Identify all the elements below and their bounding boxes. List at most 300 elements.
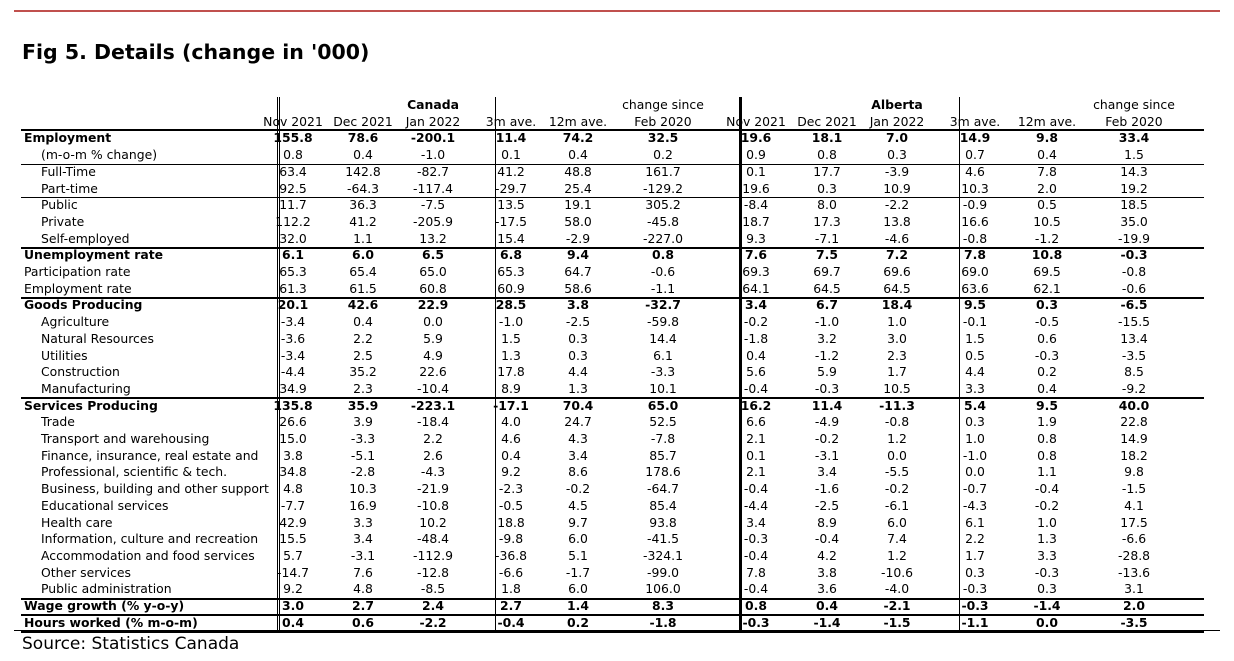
table-cell: 10.8 xyxy=(1031,247,1063,263)
table-cell: 2.7 xyxy=(500,598,522,613)
table-cell: -0.3 xyxy=(814,380,840,396)
table-row xyxy=(21,598,1204,615)
table-cell: 16.6 xyxy=(961,213,989,229)
table-cell: 8.9 xyxy=(817,514,837,530)
table-cell: 92.5 xyxy=(279,180,307,196)
table-cell: 69.5 xyxy=(1033,264,1061,279)
table-cell: -117.4 xyxy=(413,180,453,196)
table-cell: -0.3 xyxy=(961,598,989,613)
table-cell: 8.6 xyxy=(568,464,588,480)
table-cell: 9.5 xyxy=(1036,397,1058,413)
table-cell: 20.1 xyxy=(277,297,309,313)
table-cell: -4.0 xyxy=(884,581,910,597)
row-label: Natural Resources xyxy=(41,330,154,346)
table-cell: -0.4 xyxy=(743,481,769,497)
table-cell: 6.0 xyxy=(568,581,588,597)
table-cell: -3.9 xyxy=(884,163,910,179)
table-cell: 58.0 xyxy=(564,213,592,229)
table-cell: -1.8 xyxy=(649,614,677,630)
table-cell: 1.3 xyxy=(1037,531,1057,547)
table-cell: 1.0 xyxy=(887,314,907,330)
table-row xyxy=(21,364,1204,381)
table-cell: -64.7 xyxy=(646,481,680,497)
table-cell: 35.0 xyxy=(1120,213,1148,229)
table-cell: 69.3 xyxy=(742,264,770,279)
table-cell: 60.9 xyxy=(497,280,525,296)
table-cell: 14.9 xyxy=(1120,431,1148,446)
table-cell: 7.4 xyxy=(887,531,907,547)
table-cell: -3.3 xyxy=(650,364,676,380)
table-cell: 17.7 xyxy=(813,163,841,179)
group-label-canada: Canada xyxy=(407,97,459,112)
row-label: Self-employed xyxy=(41,230,130,246)
table-cell: 3.4 xyxy=(568,447,588,463)
table-row xyxy=(21,231,1204,248)
table-cell: 16.9 xyxy=(349,497,377,513)
table-cell: 1.2 xyxy=(887,431,907,446)
table-cell: 135.8 xyxy=(273,397,313,413)
table-cell: 6.5 xyxy=(422,247,444,263)
table-cell: -0.3 xyxy=(743,531,769,547)
table-row xyxy=(21,615,1204,632)
table-cell: 64.1 xyxy=(742,280,770,296)
table-cell: 5.4 xyxy=(964,397,986,413)
table-cell: -1.0 xyxy=(962,447,988,463)
table-row xyxy=(21,348,1204,365)
row-label: Employment xyxy=(24,130,112,146)
table-row xyxy=(21,498,1204,515)
table-cell: -8.4 xyxy=(743,197,769,213)
table-row xyxy=(21,414,1204,431)
table-cell: 65.0 xyxy=(647,397,679,413)
table-cell: 3.4 xyxy=(353,531,373,547)
table-cell: 13.2 xyxy=(419,230,447,246)
table-cell: 0.3 xyxy=(965,564,985,580)
row-label: Public xyxy=(41,197,78,213)
table-cell: -0.2 xyxy=(884,481,910,497)
table-cell: 35.2 xyxy=(349,364,377,380)
table-cell: 65.3 xyxy=(497,264,525,279)
row-label: Manufacturing xyxy=(41,380,131,396)
table-cell: 6.0 xyxy=(568,531,588,547)
table-row xyxy=(21,214,1204,231)
table-cell: -3.5 xyxy=(1120,614,1148,630)
table-cell: -1.0 xyxy=(498,314,524,330)
table-cell: -2.1 xyxy=(883,598,911,613)
table-cell: 0.4 xyxy=(1037,147,1057,163)
column-header: Dec 2021 xyxy=(333,113,393,129)
row-label: Health care xyxy=(41,514,113,530)
table-cell: 65.4 xyxy=(349,264,377,279)
table-cell: -4.4 xyxy=(280,364,306,380)
header-row-columns xyxy=(21,114,1204,131)
table-cell: 0.4 xyxy=(282,614,304,630)
change-since-label-canada: change since xyxy=(622,97,704,112)
table-cell: 85.4 xyxy=(649,497,677,513)
table-cell: 26.6 xyxy=(279,414,307,430)
table-cell: 2.2 xyxy=(353,330,373,346)
row-label: Goods Producing xyxy=(24,297,143,313)
table-cell: 7.8 xyxy=(1037,163,1057,179)
table-cell: -0.5 xyxy=(498,497,524,513)
table-cell: 17.3 xyxy=(813,213,841,229)
table-cell: -2.2 xyxy=(419,614,447,630)
table-cell: -48.4 xyxy=(416,531,450,547)
table-cell: -1.6 xyxy=(814,481,840,497)
table-cell: 63.4 xyxy=(279,163,307,179)
table-cell: -11.3 xyxy=(879,397,915,413)
table-cell: -41.5 xyxy=(646,531,680,547)
table-cell: 41.2 xyxy=(349,213,377,229)
table-cell: 1.4 xyxy=(567,598,589,613)
table-cell: -0.8 xyxy=(1121,264,1147,279)
table-cell: 14.4 xyxy=(649,330,677,346)
table-row xyxy=(21,581,1204,598)
table-cell: 1.7 xyxy=(965,547,985,563)
table-cell: 0.4 xyxy=(568,147,588,163)
row-label: Private xyxy=(41,213,85,229)
table-cell: 1.5 xyxy=(501,330,521,346)
table-cell: 155.8 xyxy=(273,130,313,146)
table-cell: 69.7 xyxy=(813,264,841,279)
table-cell: 3.4 xyxy=(817,464,837,480)
table-cell: -0.2 xyxy=(1034,497,1060,513)
table-cell: -4.3 xyxy=(962,497,988,513)
table-cell: -3.4 xyxy=(280,314,306,330)
table-cell: 3.3 xyxy=(353,514,373,530)
table-cell: -6.1 xyxy=(884,497,910,513)
table-cell: 9.7 xyxy=(568,514,588,530)
table-cell: 1.5 xyxy=(965,330,985,346)
table-cell: -3.1 xyxy=(350,547,376,563)
table-cell: -0.4 xyxy=(743,380,769,396)
row-label: Participation rate xyxy=(24,264,131,279)
table-cell: 0.2 xyxy=(567,614,589,630)
table-cell: -1.2 xyxy=(1034,230,1060,246)
row-label: Trade xyxy=(41,414,75,430)
column-header: 3m ave. xyxy=(949,113,1001,129)
column-header: 3m ave. xyxy=(485,113,537,129)
table-cell: -0.3 xyxy=(1120,247,1148,263)
table-cell: -8.5 xyxy=(420,581,446,597)
table-cell: 178.6 xyxy=(645,464,681,480)
table-cell: 6.1 xyxy=(653,347,673,363)
table-cell: -7.7 xyxy=(280,497,306,513)
table-cell: -1.4 xyxy=(813,614,841,630)
table-cell: 13.4 xyxy=(1120,330,1148,346)
table-cell: 10.5 xyxy=(883,380,911,396)
table-cell: 1.5 xyxy=(1124,147,1144,163)
table-cell: -18.4 xyxy=(416,414,450,430)
table-cell: -6.6 xyxy=(498,564,524,580)
table-cell: 32.0 xyxy=(279,230,307,246)
table-cell: 18.5 xyxy=(1120,197,1148,213)
table-cell: -99.0 xyxy=(646,564,680,580)
table-cell: 74.2 xyxy=(562,130,594,146)
table-row xyxy=(21,548,1204,565)
table-cell: 0.1 xyxy=(501,147,521,163)
table-cell: 2.3 xyxy=(353,380,373,396)
table-cell: -4.6 xyxy=(884,230,910,246)
table-cell: -0.2 xyxy=(743,314,769,330)
table-cell: -9.2 xyxy=(1121,380,1147,396)
table-cell: 5.6 xyxy=(746,364,766,380)
group-label-alberta: Alberta xyxy=(871,97,923,112)
column-header: Feb 2020 xyxy=(634,113,692,129)
table-cell: -59.8 xyxy=(646,314,680,330)
column-header: 12m ave. xyxy=(1017,113,1077,129)
table-cell: 4.3 xyxy=(568,431,588,446)
table-row xyxy=(21,147,1204,164)
table-cell: 0.8 xyxy=(1037,431,1057,446)
table-cell: 69.0 xyxy=(961,264,989,279)
table-cell: 19.6 xyxy=(740,130,772,146)
row-label: Construction xyxy=(41,364,120,380)
table-cell: 18.4 xyxy=(881,297,913,313)
table-row xyxy=(21,247,1204,264)
table-cell: 85.7 xyxy=(649,447,677,463)
row-separator-thin xyxy=(21,164,1204,165)
table-cell: 19.6 xyxy=(742,180,770,196)
table-cell: 8.5 xyxy=(1124,364,1144,380)
table-cell: 2.7 xyxy=(352,598,374,613)
table-cell: 0.5 xyxy=(965,347,985,363)
table-cell: 0.6 xyxy=(352,614,374,630)
table-cell: 15.5 xyxy=(279,531,307,547)
table-cell: -0.4 xyxy=(743,581,769,597)
table-cell: -3.6 xyxy=(280,330,306,346)
table-cell: 0.3 xyxy=(887,147,907,163)
table-cell: 2.2 xyxy=(423,431,443,446)
table-cell: 34.9 xyxy=(279,380,307,396)
table-cell: 4.2 xyxy=(817,547,837,563)
table-cell: -29.7 xyxy=(494,180,528,196)
table-cell: 17.5 xyxy=(1120,514,1148,530)
table-row xyxy=(21,381,1204,398)
table-cell: 6.1 xyxy=(282,247,304,263)
table-cell: -3.5 xyxy=(1121,347,1147,363)
table-cell: 10.3 xyxy=(349,481,377,497)
table-row xyxy=(21,197,1204,214)
table-cell: 0.1 xyxy=(746,163,766,179)
column-header: Dec 2021 xyxy=(797,113,857,129)
row-label: Transport and warehousing xyxy=(41,431,210,446)
table-cell: -4.9 xyxy=(814,414,840,430)
table-cell: 18.7 xyxy=(742,213,770,229)
table-cell: -223.1 xyxy=(410,397,456,413)
table-cell: -9.8 xyxy=(498,531,524,547)
table-cell: 8.9 xyxy=(501,380,521,396)
table-cell: 7.0 xyxy=(886,130,908,146)
row-label: Full-Time xyxy=(41,163,96,179)
table-cell: 42.9 xyxy=(279,514,307,530)
table-cell: 5.7 xyxy=(283,547,303,563)
table-cell: 9.5 xyxy=(964,297,986,313)
table-cell: 0.4 xyxy=(816,598,838,613)
table-cell: 0.5 xyxy=(1037,197,1057,213)
table-cell: 58.6 xyxy=(564,280,592,296)
table-cell: -5.5 xyxy=(884,464,910,480)
table-cell: 61.3 xyxy=(279,280,307,296)
table-cell: 3.4 xyxy=(746,514,766,530)
table-cell: 2.5 xyxy=(353,347,373,363)
table-cell: 0.8 xyxy=(283,147,303,163)
table-cell: 0.3 xyxy=(568,347,588,363)
table-cell: 3.4 xyxy=(745,297,767,313)
vline-canada-alberta xyxy=(739,97,742,631)
table-cell: 64.7 xyxy=(564,264,592,279)
table-cell: 8.3 xyxy=(652,598,674,613)
table-cell: 15.0 xyxy=(279,431,307,446)
row-label: Unemployment rate xyxy=(24,247,164,263)
table-cell: 4.8 xyxy=(353,581,373,597)
table-cell: -0.3 xyxy=(1034,347,1060,363)
table-cell: -0.4 xyxy=(1034,481,1060,497)
bottom-rule xyxy=(14,630,1220,631)
table-cell: -15.5 xyxy=(1117,314,1151,330)
table-cell: 3.0 xyxy=(887,330,907,346)
table-cell: 8.0 xyxy=(817,197,837,213)
table-row xyxy=(21,515,1204,532)
table-cell: 3.8 xyxy=(283,447,303,463)
table-cell: 10.1 xyxy=(649,380,677,396)
column-header: Feb 2020 xyxy=(1105,113,1163,129)
column-header: 12m ave. xyxy=(548,113,608,129)
table-cell: 112.2 xyxy=(275,213,311,229)
details-table xyxy=(21,97,1204,630)
table-cell: -0.6 xyxy=(1121,280,1147,296)
row-label: Finance, insurance, real estate and xyxy=(41,447,259,463)
table-cell: -12.8 xyxy=(416,564,450,580)
column-header: Jan 2022 xyxy=(869,113,925,129)
table-cell: 28.5 xyxy=(495,297,527,313)
table-cell: -0.2 xyxy=(565,481,591,497)
table-cell: 6.0 xyxy=(887,514,907,530)
table-cell: 10.5 xyxy=(1033,213,1061,229)
table-cell: -1.1 xyxy=(961,614,989,630)
table-cell: 3.3 xyxy=(1037,547,1057,563)
table-cell: 18.1 xyxy=(811,130,843,146)
table-cell: 65.0 xyxy=(419,264,447,279)
table-cell: 7.8 xyxy=(964,247,986,263)
row-label: Services Producing xyxy=(24,397,158,413)
table-cell: -13.6 xyxy=(1117,564,1151,580)
table-cell: -1.5 xyxy=(883,614,911,630)
row-label: Wage growth (% y-o-y) xyxy=(24,598,185,613)
table-cell: -3.4 xyxy=(280,347,306,363)
table-cell: 36.3 xyxy=(349,197,377,213)
table-cell: 1.3 xyxy=(501,347,521,363)
table-cell: -28.8 xyxy=(1117,547,1151,563)
table-cell: 2.1 xyxy=(746,464,766,480)
row-separator-thin xyxy=(21,197,1204,198)
table-cell: 7.6 xyxy=(745,247,767,263)
table-cell: 2.1 xyxy=(746,431,766,446)
table-cell: 4.0 xyxy=(501,414,521,430)
table-cell: -7.5 xyxy=(420,197,446,213)
table-cell: 6.7 xyxy=(816,297,838,313)
vline-label xyxy=(277,97,278,631)
column-header: Jan 2022 xyxy=(405,113,461,129)
table-cell: 13.8 xyxy=(883,213,911,229)
row-separator xyxy=(21,129,1204,131)
table-row xyxy=(21,565,1204,582)
table-cell: 34.8 xyxy=(279,464,307,480)
table-cell: 40.0 xyxy=(1118,397,1150,413)
table-cell: 9.2 xyxy=(283,581,303,597)
table-cell: -112.9 xyxy=(413,547,453,563)
table-cell: 0.0 xyxy=(965,464,985,480)
table-cell: 9.3 xyxy=(746,230,766,246)
table-cell: 22.9 xyxy=(417,297,449,313)
table-cell: -129.2 xyxy=(643,180,683,196)
vline-canada-avg xyxy=(495,97,496,631)
table-cell: -1.1 xyxy=(650,280,676,296)
table-cell: 42.6 xyxy=(347,297,379,313)
table-cell: 6.6 xyxy=(746,414,766,430)
table-cell: -64.3 xyxy=(346,180,380,196)
table-cell: 5.9 xyxy=(817,364,837,380)
table-cell: 0.4 xyxy=(746,347,766,363)
table-cell: 13.5 xyxy=(497,197,525,213)
table-cell: -1.8 xyxy=(743,330,769,346)
table-cell: -0.8 xyxy=(884,414,910,430)
table-cell: 1.1 xyxy=(1037,464,1057,480)
table-cell: 2.6 xyxy=(423,447,443,463)
table-cell: 32.5 xyxy=(647,130,679,146)
table-cell: 1.2 xyxy=(887,547,907,563)
table-row xyxy=(21,331,1204,348)
table-cell: -45.8 xyxy=(646,213,680,229)
table-cell: 10.2 xyxy=(419,514,447,530)
table-cell: -0.4 xyxy=(743,547,769,563)
row-label: Hours worked (% m-o-m) xyxy=(24,614,198,630)
table-cell: -324.1 xyxy=(643,547,683,563)
table-cell: 106.0 xyxy=(645,581,681,597)
table-cell: -17.1 xyxy=(493,397,529,413)
table-cell: -10.6 xyxy=(880,564,914,580)
row-label: Agriculture xyxy=(41,314,110,330)
table-cell: 4.4 xyxy=(568,364,588,380)
table-cell: 4.4 xyxy=(965,364,985,380)
table-cell: 3.8 xyxy=(567,297,589,313)
table-cell: 93.8 xyxy=(649,514,677,530)
table-cell: 6.8 xyxy=(500,247,522,263)
table-cell: -0.9 xyxy=(962,197,988,213)
row-label: Part-time xyxy=(41,180,98,196)
table-cell: -6.6 xyxy=(1121,531,1147,547)
table-cell: 9.8 xyxy=(1036,130,1058,146)
table-cell: 7.2 xyxy=(886,247,908,263)
table-cell: 1.1 xyxy=(353,230,373,246)
table-row xyxy=(21,164,1204,181)
table-cell: 3.8 xyxy=(817,564,837,580)
table-cell: 4.1 xyxy=(1124,497,1144,513)
table-cell: -4.3 xyxy=(420,464,446,480)
table-cell: 0.3 xyxy=(568,330,588,346)
table-row xyxy=(21,398,1204,415)
table-cell: 0.1 xyxy=(746,447,766,463)
table-cell: 24.7 xyxy=(564,414,592,430)
table-cell: -36.8 xyxy=(494,547,528,563)
table-cell: 0.4 xyxy=(1037,380,1057,396)
table-cell: -0.3 xyxy=(742,614,770,630)
table-cell: 5.1 xyxy=(568,547,588,563)
table-cell: -227.0 xyxy=(643,230,683,246)
column-header: Nov 2021 xyxy=(726,113,786,129)
column-header: Nov 2021 xyxy=(263,113,323,129)
table-cell: 6.0 xyxy=(352,247,374,263)
